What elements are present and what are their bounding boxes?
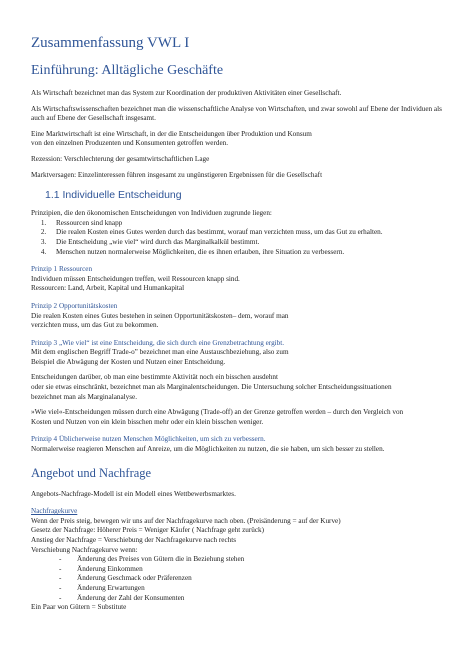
list-item: - Änderung Erwartungen (59, 584, 444, 594)
section-heading-individuelle-entscheidung: 1.1 Individuelle Entscheidung (45, 189, 182, 202)
shift-factors-list (31, 555, 444, 603)
principle-2-heading: Prinzip 2 Opportunitätskosten (31, 301, 118, 310)
principle-1-text (31, 275, 444, 294)
principle-1-heading: Prinzip 1 Ressourcen (31, 265, 93, 274)
principle-3-paragraph-3 (31, 408, 444, 427)
text-line: bezeichnet man als Marginalanalyse. (31, 392, 138, 401)
text-line: oder sie etwas einschränkt, bezeichnet man als Marginalentscheidungen. Die Untersuchung solcher Entscheidungssituationen (31, 383, 392, 392)
text-line: »Wie viel«-Entscheidungen müssen durch eine Abwägung (Trade-off) an der Grenze getroffen werden – durch den Vergleich von (31, 408, 404, 417)
principle-3-heading: Prinzip 3 „Wie viel“ ist eine Entscheidung, die sich durch eine Grenzbetrachtung ergibt. (31, 338, 285, 347)
list-item: 1. Ressourcen sind knapp (48, 219, 444, 229)
list-item: - Änderung Einkommen (59, 565, 444, 575)
text-line: Wenn der Preis steig, bewegen wir uns auf der Nachfragekurve nach oben. (Preisänderung = auf der Kurve) (31, 516, 341, 525)
list-item: - Änderung des Preises von Gütern die in Beziehung stehen (59, 555, 444, 565)
paragraph: Als Wirtschaft bezeichnet man das System zur Koordination der produktiven Aktivitäten einer Gesellschaft. (31, 89, 342, 97)
paragraph: Marktversagen: Einzelinteressen führen insgesamt zu ungünstigeren Ergebnissen für die Gesellschaft (31, 170, 323, 179)
list-item: 4. Menschen nutzen normalerweise Möglichkeiten, die es ihnen erlauben, ihre Situation zu verbessern. (48, 248, 444, 258)
text-line: verzichten muss, um das Gut zu bekommen. (31, 321, 159, 330)
principle-2-text (31, 312, 444, 331)
principle-4-heading: Prinzip 4 Üblicherweise nutzen Menschen Möglichkeiten, um sich zu verbessern. (31, 435, 266, 444)
principle-3-paragraph-2 (31, 373, 444, 402)
principles-intro: Prinzipien, die den ökonomischen Entscheidungen von Individuen zugrunde liegen: (31, 209, 272, 218)
list-item: 2. Die realen Kosten eines Gutes werden durch das bestimmt, worauf man verzichten muss, um das Gut zu erhalten. (48, 228, 444, 238)
principle-3-text (31, 348, 444, 367)
document-title: Zusammenfassung VWL I (31, 35, 190, 51)
principle-4-text: Normalerweise reagieren Menschen auf Anreize, um die Möglichkeiten zu nutzen, die sie haben, um sich besser zu stellen. (31, 445, 385, 454)
text-line: Kosten und Nutzen von ein klein bisschen mehr oder ein klein bisschen weniger. (31, 417, 264, 426)
text-line: Anstieg der Nachfrage = Verschiebung der Nachfragekurve nach rechts (31, 536, 237, 544)
model-intro: Angebots-Nachfrage-Modell ist ein Modell eines Wettbewerbsmarktes. (31, 489, 236, 498)
paragraph: Als Wirtschaftswissenschaften bezeichnet man die wissenschaftliche Analyse von Wirtschaften, und zwar sowohl auf Ebene der Individuen als auch auf Ebene der Gesellschaft insgesamt. (31, 104, 442, 123)
text-line: Gesetz der Nachfrage: Höherer Preis = Weniger Käufer ( Nachfrage geht zurück) (31, 526, 265, 535)
section-heading-einfuehrung: Einführung: Alltägliche Geschäfte (31, 63, 224, 78)
paragraph: Rezession: Verschlechterung der gesamtwirtschaftlichen Lage (31, 154, 210, 163)
demand-curve-heading: Nachfragekurve (31, 507, 78, 516)
list-item: - Änderung der Zahl der Konsumenten (59, 594, 444, 604)
text-line: Ressourcen: Land, Arbeit, Kapital und Humankapital (31, 284, 185, 293)
list-item: - Änderung Geschmack oder Präferenzen (59, 574, 444, 584)
list-item: 3. Die Entscheidung „wie viel“ wird durch das Marginalkalkül bestimmt. (48, 238, 444, 248)
demand-curve-text (31, 517, 444, 555)
text-line: Individuen müssen Entscheidungen treffen, weil Ressourcen knapp sind. (31, 274, 240, 283)
text-line: Verschiebung Nachfragekurve wenn: (31, 545, 138, 554)
substitutes-line: Ein Paar von Gütern = Substitute (31, 603, 127, 612)
principles-list (31, 219, 444, 257)
paragraph: Eine Marktwirtschaft ist eine Wirtschaft, in der die Entscheidungen über Produktion und Konsum von den einzelnen Produzenten und Konsumenten getroffen werden. (31, 129, 312, 148)
text-line: Die realen Kosten eines Gutes bestehen in seinen Opportunitätskosten– dem, worauf man (31, 311, 289, 320)
text-line: Entscheidungen darüber, ob man eine bestimmte Aktivität noch ein bisschen ausdehnt (31, 373, 279, 382)
section-heading-angebot-nachfrage: Angebot und Nachfrage (31, 465, 152, 480)
text-line: Mit dem englischen Begriff Trade-o” bezeichnet man eine Austauschbeziehung, also zum (31, 348, 289, 357)
text-line: Beispiel die Abwägung der Kosten und Nutzen einer Entscheidung. (31, 357, 226, 366)
